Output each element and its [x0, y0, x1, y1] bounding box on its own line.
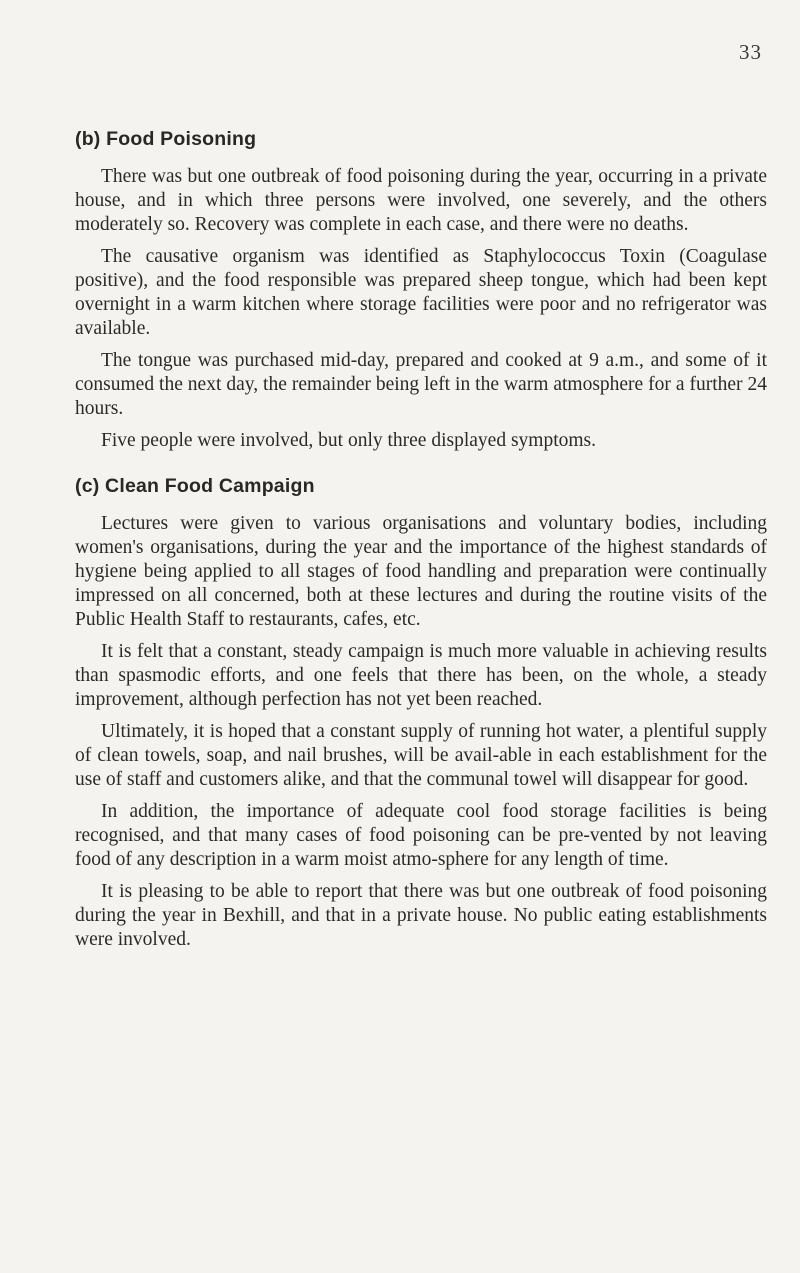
- page-number: 33: [739, 40, 762, 64]
- paragraph: Five people were involved, but only three displayed symptoms.: [101, 430, 596, 451]
- section-clean-food-campaign: [75, 475, 767, 952]
- document-body: [75, 128, 767, 960]
- paragraph: The causative organism was identified as Staphylococcus Toxin (Coagulase positive), and the food responsible was prepared sheep tongue, which had been kept overnight in a warm kitchen where storage facilities were poor and no refrigerator was available.: [75, 246, 767, 339]
- paragraph: It is felt that a constant, steady campaign is much more valuable in achieving results than spasmodic efforts, and one feels that there has been, on the whole, a steady improvement, although perfection has not yet been reached.: [75, 641, 767, 710]
- section-heading: (b) Food Poisoning: [75, 128, 257, 150]
- paragraph: In addition, the importance of adequate cool food storage facilities is being recognised, and that many cases of food poisoning can be pre-vented by not leaving food of any description in a warm moist atmo-sphere for any length of time.: [75, 801, 767, 870]
- paragraph: Ultimately, it is hoped that a constant supply of running hot water, a plentiful supply of clean towels, soap, and nail brushes, will be avail-able in each establishment for the use of staff and customers alike, and that the communal towel will disappear for good.: [75, 721, 767, 790]
- paragraph: There was but one outbreak of food poisoning during the year, occurring in a private house, and in which three persons were involved, one severely, and the others moderately so. Recovery was complete in each case, and there were no deaths.: [75, 166, 767, 235]
- section-food-poisoning: [75, 128, 767, 453]
- paragraph: It is pleasing to be able to report that there was but one outbreak of food poisoning during the year in Bexhill, and that in a private house. No public eating establishments were involved.: [75, 881, 767, 950]
- section-heading: (c) Clean Food Campaign: [75, 475, 315, 497]
- paragraph: Lectures were given to various organisations and voluntary bodies, including women's organisations, during the year and the importance of the highest standards of hygiene being applied to all stages of food handling and preparation were continually impressed on all concerned, both at these lectures and during the routine visits of the Public Health Staff to restaurants, cafes, etc.: [75, 513, 767, 630]
- paragraph: The tongue was purchased mid-day, prepared and cooked at 9 a.m., and some of it consumed the next day, the remainder being left in the warm atmosphere for a further 24 hours.: [75, 350, 767, 419]
